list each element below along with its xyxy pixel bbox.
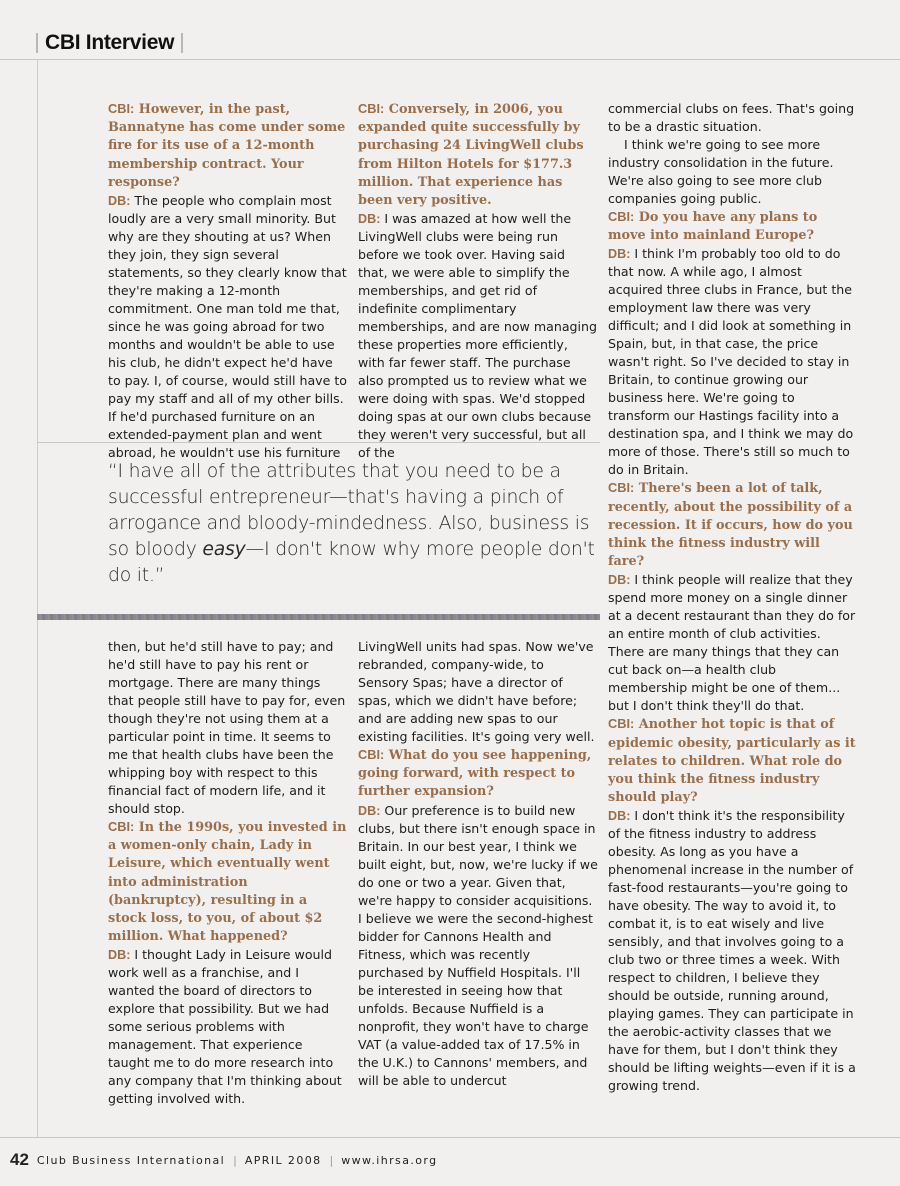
question: CBI: In the 1990s, you invested in a women-only chain, Lady in Leisure, which eventually went into administration (bankruptcy), resulting in a stock loss, to you, of about $2 million. What happened? <box>108 819 347 945</box>
answer: DB: I think people will realize that they spend more money on a single dinner at a decent restaurant than they do for an entire month of club activities. There are many things that they can cut back on—a health club membership might be one of them... but I don't think they'll do that. <box>608 572 856 714</box>
issue-date: APRIL 2008 <box>244 1153 322 1167</box>
answer: DB: I don't think it's the responsibility of the fitness industry to address obesity. As long as you have a phenomenal increase in the number of fast-food restaurants—you're going to have obesity. The way to avoid it, to combat it, is to eat wisely and live sensibly, and that involves going to a club two or three times a week. With respect to children, I believe they should be outside, running around, playing games. They can participate in the aerobic-activity classes that we have for them, but I don't think they should be lifting weights—even if it is a growing trend. <box>608 808 856 1094</box>
column-1-bottom <box>108 638 348 1108</box>
footer-separator: | <box>329 1153 334 1167</box>
top-rule <box>0 59 900 60</box>
bottom-rule <box>0 1137 900 1138</box>
answer-continued: LivingWell units had spas. Now we've rebranded, company-wide, to Sensory Spas; have a director of spas, which we didn't have before; and are adding new spas to our existing facilities. It's going very well. <box>358 639 595 744</box>
question: CBI: What do you see happening, going forward, with respect to further expansion? <box>358 747 592 800</box>
column-2-bottom <box>358 638 598 1090</box>
page-footer <box>10 1150 437 1170</box>
question: CBI: Another hot topic is that of epidemic obesity, particularly as it relates to children. What role do you think the fitness industry should play? <box>608 716 856 806</box>
footer-separator: | <box>233 1153 237 1167</box>
section-title: CBI Interview <box>45 31 175 54</box>
answer: DB: The people who complain most loudly are a very small minority. But why are they shouting at us? When they join, they sign several statements, so they clearly know that they're making a 12-month commitment. One man told me that, since he was going abroad for two months and wouldn't be able to use his club, he didn't expect he'd have to pay. I, of course, would still have to pay my staff and all of my other bills. If he'd purchased furniture on an extended-payment plan and went abroad, he wouldn't use his furniture <box>108 193 348 461</box>
publication-name: Club Business International <box>36 1153 226 1167</box>
website-link[interactable]: www.ihrsa.org <box>341 1153 438 1167</box>
question: CBI: However, in the past, Bannatyne has come under some fire for its use of a 12-month membership contract. Your response? <box>108 101 346 190</box>
answer-continued: then, but he'd still have to pay; and he'd still have to pay his rent or mortgage. There are many things that people still have to pay for, even though they're not using them at a particular point in time. It seems to me that health clubs have been the whipping boy with respect to this financial fact of modern life, and it should stop. <box>108 639 346 816</box>
pull-quote: “I have all of the attributes that you need to be a successful entrepreneur—that's having a pinch of arrogance and bloody-mindedness. Also, business is so bloody easy—I don't know why more people don't do it.” <box>108 461 595 586</box>
column-3 <box>608 100 858 1095</box>
section-header <box>36 30 183 56</box>
pull-quote-bottom-rule <box>37 614 600 620</box>
answer: DB: I thought Lady in Leisure would work well as a franchise, and I wanted the board of directors to explore that possibility. But we had some serious problems with management. That experience taught me to do more research into any company that I'm thinking about getting involved with. <box>108 947 342 1107</box>
left-margin-rule <box>37 59 38 1137</box>
question: CBI: Conversely, in 2006, you expanded quite successfully by purchasing 24 LivingWell clubs from Hilton Hotels for $177.3 million. That experience has been very positive. <box>358 101 584 209</box>
question: CBI: There's been a lot of talk, recently, about the possibility of a recession. It if occurs, how do you think the fitness industry will fare? <box>608 480 853 570</box>
column-1-top <box>108 100 348 462</box>
paragraph: I think we're going to see more industry consolidation in the future. We're also going to see more club companies going public. <box>608 137 834 206</box>
question: CBI: Do you have any plans to move into mainland Europe? <box>608 209 818 244</box>
header-divider-left <box>36 33 38 53</box>
answer-continued: commercial clubs on fees. That's going to be a drastic situation. <box>608 101 855 134</box>
header-divider-right <box>181 33 183 53</box>
column-2-top <box>358 100 598 462</box>
answer: DB: I was amazed at how well the LivingWell clubs were being run before we took over. Having said that, we were able to simplify the memberships, and get rid of indefinite complimentary memberships, and are now managing these properties more efficiently, with far fewer staff. The purchase also prompted us to review what we were doing with spas. We'd stopped doing spas at our own clubs because they weren't very successful, but all of the <box>358 211 598 461</box>
page-number: 42 <box>10 1150 29 1169</box>
answer: DB: Our preference is to build new clubs, but there isn't enough space in Britain. In our best year, I think we built eight, but, now, we're lucky if we do one or two a year. Given that, we're happy to consider acquisitions. I believe we were the second-highest bidder for Cannons Health and Fitness, which was recently purchased by Nuffield Hospitals. I'll be interested in seeing how that unfolds. Because Nuffield is a nonprofit, they won't have to charge VAT (a value-added tax of 17.5% in the U.K.) to Cannons' members, and will be able to undercut <box>358 802 598 1088</box>
answer: DB: I think I'm probably too old to do that now. A while ago, I almost acquired three clubs in France, but the employment law there was very difficult; and I did look at something in Spain, but, in that case, the price wasn't right. So I've decided to stay in Britain, to continue growing our business here. We're going to transform our Hastings facility into a destination spa, and I think we may do more of those. There's still so much to do in Britain. <box>608 246 854 478</box>
